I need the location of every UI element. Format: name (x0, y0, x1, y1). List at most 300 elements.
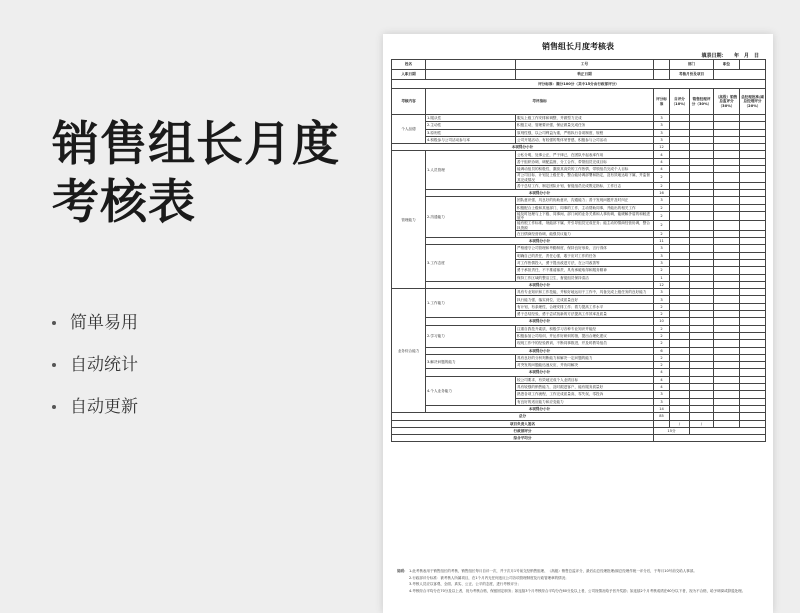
indicator-desc: 具有较强的销售能力，及时跟进客户，能有服务质量好 (516, 384, 654, 391)
indicator-score: 2 (654, 311, 670, 318)
score-input (690, 182, 714, 189)
indicator-desc: 团队意识强，具良好的协助意识，沟通能力；善于发现问题并及时纠正 (516, 197, 654, 204)
indicator-score: 2 (654, 173, 670, 182)
indicator-desc: 公私分明，处事公正，严于律己，在团队中起表率作用 (516, 151, 654, 158)
subtotal-score: 14 (654, 405, 670, 412)
subtotal-label: 本项得分小计 (426, 369, 654, 376)
score-input (670, 151, 690, 158)
score-input (690, 173, 714, 182)
score-input (670, 332, 690, 339)
score-standard: 评分标准：满分100分（其中15分由行政部评分） (392, 80, 766, 89)
table-row (392, 354, 766, 361)
score-input (714, 369, 740, 376)
score-input (690, 122, 714, 129)
subtotal-label: 本项得分小计 (392, 144, 654, 151)
subtotal-score: 6 (654, 347, 670, 354)
score-input (714, 362, 740, 369)
score-input (714, 340, 740, 347)
indicator-score: 3 (654, 136, 670, 143)
score-input (740, 238, 766, 245)
score-input (670, 398, 690, 405)
bullet-dot-icon (52, 363, 56, 367)
score-input (740, 296, 766, 303)
notes-label: 说明： (397, 569, 408, 573)
sign-slash: / (670, 420, 690, 427)
score-input (690, 332, 714, 339)
score-input (714, 296, 740, 303)
score-input (740, 354, 766, 361)
sign-cell (714, 420, 740, 427)
score-input (714, 245, 740, 252)
score-input (690, 204, 714, 211)
score-input (740, 289, 766, 296)
indicator-score: 2 (654, 211, 670, 220)
table-row (392, 70, 766, 80)
indicator-desc: 能有根工作标准，规能部下属，并引导组员完成任务；能主动的情商经营协调，整合执资源 (516, 221, 654, 230)
score-input (690, 166, 714, 173)
subtotal-score: 11 (654, 238, 670, 245)
feature-item: 简单易用 (52, 312, 138, 354)
indicator-score: 3 (654, 391, 670, 398)
score-input (670, 238, 690, 245)
score-input (714, 166, 740, 173)
indicator-score: 2 (654, 332, 670, 339)
table-row (392, 347, 766, 354)
indicator-desc: 具有良好的分析判断能力和解决一定问题的能力 (516, 354, 654, 361)
indicator-desc: 服从上级工作安排和调整，并做型力完成 (516, 115, 654, 122)
page-title: 销售组长月度考核表 (52, 117, 340, 230)
header-self: 自评分（10%） (670, 89, 690, 115)
indicator-score: 3 (654, 122, 670, 129)
header-manager: 销售经理评分（30%） (690, 89, 714, 115)
score-input (690, 318, 714, 325)
indicator-desc: 保持工作区域的整洁卫生，督促组员保持清洁 (516, 274, 654, 281)
subtotal-label: 本项得分小计 (426, 347, 654, 354)
score-input (690, 211, 714, 220)
score-input (740, 303, 766, 310)
note-item: 3.考核人员应以客观、全面、真实、公正、公平的态度，进行考核评分； (409, 582, 521, 587)
indicator-desc: 注重自我技升素质，积极学习各种专业知识并能经 (516, 325, 654, 332)
score-input (740, 274, 766, 281)
score-input (714, 115, 740, 122)
score-input (714, 182, 740, 189)
score-input (690, 340, 714, 347)
indicator-name: 2.沟通能力 (426, 197, 516, 238)
score-input (740, 384, 766, 391)
score-input (740, 398, 766, 405)
subtotal-score: 12 (654, 144, 670, 151)
score-input (740, 332, 766, 339)
indicator-score: 4 (654, 384, 670, 391)
score-input (714, 289, 740, 296)
score-input (670, 182, 690, 189)
table-row (392, 151, 766, 158)
score-input (714, 129, 740, 136)
score-input (670, 384, 690, 391)
score-input (740, 340, 766, 347)
note-item: 2.行政部评分标准：被考核人所属项目，在1个月内无任何违反公司各项管理制度及行政管理章的情况； (409, 575, 569, 580)
score-input (690, 354, 714, 361)
doc-title: 销售组长月度考核表 (542, 42, 614, 51)
score-input (740, 391, 766, 398)
score-input (714, 405, 740, 412)
score-input (690, 190, 714, 197)
score-input (670, 158, 690, 165)
score-input (714, 136, 740, 143)
notes (397, 569, 759, 595)
table-row (392, 80, 766, 89)
score-input (740, 166, 766, 173)
table-row (392, 318, 766, 325)
score-input (740, 318, 766, 325)
score-input (714, 303, 740, 310)
table-row (392, 289, 766, 296)
score-input (714, 274, 740, 281)
indicator-score: 2 (654, 340, 670, 347)
indicator-desc: 有良好的适应能力和应变能力 (516, 398, 654, 405)
indicator-name: 2.学习能力 (426, 325, 516, 347)
score-input (670, 362, 690, 369)
score-input (670, 230, 690, 237)
indicator-score: 4 (654, 166, 670, 173)
indicator-name: 1.服从性 (426, 115, 516, 122)
indicator-score: 2 (654, 267, 670, 274)
name-label: 姓名 (392, 60, 426, 70)
score-input (690, 221, 714, 230)
total-label: 总分 (392, 413, 654, 420)
score-input (740, 325, 766, 332)
indicator-score: 3 (654, 252, 670, 259)
feature-item: 自动统计 (52, 354, 138, 396)
score-input (714, 221, 740, 230)
subtotal-label: 本项得分小计 (426, 238, 654, 245)
score-input (690, 158, 714, 165)
indicator-desc: 积极参加公司培训，并运作好研训的指，提出合理化建议 (516, 332, 654, 339)
score-input (740, 197, 766, 204)
score-input (740, 376, 766, 383)
score-input (690, 238, 714, 245)
score-input (714, 398, 740, 405)
score-input (714, 384, 740, 391)
indicator-score: 2 (654, 182, 670, 189)
table-row (392, 122, 766, 129)
score-input (670, 204, 690, 211)
entry-date-label: 入职日期 (392, 70, 426, 80)
subtotal-label: 本项得分小计 (426, 318, 654, 325)
score-input (670, 325, 690, 332)
score-input (714, 311, 740, 318)
admin-label: 行政部评分 (392, 427, 654, 434)
score-input (740, 369, 766, 376)
score-input (714, 376, 740, 383)
score-input (690, 384, 714, 391)
indicator-desc: 具有专业知识和工作技能，并积好地运用于工作中，具备完成上级任务的良好能力 (516, 289, 654, 296)
table-row (392, 190, 766, 197)
subtotal-label: 本项得分小计 (426, 281, 654, 288)
subtotal-label: 本项得分小计 (426, 190, 654, 197)
score-input (740, 151, 766, 158)
indicator-score: 2 (654, 362, 670, 369)
indicator-desc: 勇于总结经验，勇于尝试找新的方法提高工作效率及质量 (516, 311, 654, 318)
score-input (740, 281, 766, 288)
score-input (670, 267, 690, 274)
indicator-score: 2 (654, 325, 670, 332)
indicator-desc: 对公司目标、计划及上级任务，整合能协调部署和指定，及有效地达给下属，并监督其完成情况 (516, 173, 654, 182)
table-row (392, 325, 766, 332)
score-input (714, 354, 740, 361)
indicator-name: 1.工作能力 (426, 289, 516, 318)
id-value (654, 60, 670, 70)
score-input (690, 325, 714, 332)
subtotal-score: 4 (654, 369, 670, 376)
score-input (740, 221, 766, 230)
score-input (670, 274, 690, 281)
score-input (714, 281, 740, 288)
indicator-score: 3 (654, 296, 670, 303)
indicator-name: 4.个人业务能力 (426, 376, 516, 405)
table-row (392, 420, 766, 427)
score-input (670, 173, 690, 182)
subtotal-score: 16 (654, 190, 670, 197)
indicator-score: 2 (654, 230, 670, 237)
indicator-desc: 勇于承担责任，不不推诿塞责，具有承破取得和服务精神 (516, 267, 654, 274)
score-input (740, 259, 766, 266)
score-input (670, 354, 690, 361)
indicator-desc: 有计划，有条理性，合理安排工作；着力提高工作水平 (516, 303, 654, 310)
indicator-desc: 能调动组员的积极性，激励其高效的工作热情，带领组员完成个人目标 (516, 166, 654, 173)
indicator-name: 2.主动性 (426, 122, 516, 129)
sign-cell (740, 420, 766, 427)
score-input (670, 252, 690, 259)
score-input (670, 289, 690, 296)
score-input (740, 230, 766, 237)
score-input (670, 369, 690, 376)
score-input (740, 252, 766, 259)
score-input (690, 303, 714, 310)
score-input (690, 267, 714, 274)
indicator-score: 4 (654, 151, 670, 158)
indicator-score: 3 (654, 197, 670, 204)
indicator-score: 4 (654, 376, 670, 383)
score-input (690, 252, 714, 259)
score-input (670, 136, 690, 143)
bullet-dot-icon (52, 405, 56, 409)
sign-slash: / (690, 420, 714, 427)
score-input (714, 238, 740, 245)
regular-date-value (654, 70, 670, 80)
indicator-score: 2 (654, 221, 670, 230)
score-input (714, 413, 740, 420)
score-input (740, 405, 766, 412)
indicator-desc: 在日情商经营协调，能强员议能力 (516, 230, 654, 237)
note-item: 1.此考核表用于销售组长的考核，销售组长每月自评一次，并于次月1号前交经销售组理、（高级）销售总监评分，最后由总经理批理/副总经理作统一评分后，于每月10号前交给人事部。 (409, 569, 697, 573)
table-row (392, 413, 766, 420)
bullet-dot-icon (52, 321, 56, 325)
score-input (670, 303, 690, 310)
score-input (670, 391, 690, 398)
table-row (392, 60, 766, 70)
feature-item: 自动更新 (52, 396, 138, 438)
score-input (714, 318, 740, 325)
id-label: 工号 (516, 60, 654, 70)
subtotal-label: 本项得分小计 (426, 405, 654, 412)
score-input (670, 413, 690, 420)
table-row (392, 129, 766, 136)
score-input (670, 318, 690, 325)
score-input (690, 391, 714, 398)
indicator-desc: 善于总结工作，制定团队计划，督促组员完成既定指标，工作日志 (516, 182, 654, 189)
table-row (392, 245, 766, 252)
table-row (392, 405, 766, 412)
table-row (392, 369, 766, 376)
subtotal-score: 10 (654, 318, 670, 325)
indicator-score: 3 (654, 289, 670, 296)
score-input (690, 405, 714, 412)
regular-date-label: 转正日期 (516, 70, 654, 80)
indicator-desc: 明确自己的责任，责任心强，敢于应对工作的任务 (516, 252, 654, 259)
name-value (426, 60, 516, 70)
score-input (690, 136, 714, 143)
indicator-score: 3 (654, 245, 670, 252)
score-input (670, 376, 690, 383)
score-input (690, 398, 714, 405)
score-input (670, 190, 690, 197)
indicator-score: 3 (654, 129, 670, 136)
document-preview (383, 34, 773, 613)
table-row (392, 281, 766, 288)
total-score: 85 (654, 413, 670, 420)
score-input (714, 332, 740, 339)
indicator-name: 3.工作态度 (426, 245, 516, 281)
dept-label: 部门 (670, 60, 714, 70)
score-input (690, 151, 714, 158)
score-input (670, 347, 690, 354)
score-input (714, 211, 740, 220)
score-input (740, 136, 766, 143)
score-input (690, 259, 714, 266)
subtotal-score: 12 (654, 281, 670, 288)
position-label: 职位 (714, 60, 740, 70)
score-input (714, 347, 740, 354)
score-input (670, 211, 690, 220)
score-input (740, 144, 766, 151)
indicator-score: 4 (654, 158, 670, 165)
indicator-desc: 善于组织协调，调配监督，分工合作，带领组员完成目标 (516, 158, 654, 165)
avg-value (654, 435, 766, 442)
score-input (670, 197, 690, 204)
score-input (690, 296, 714, 303)
month-project-label: 考核月份及项目 (670, 70, 714, 80)
header-gm: 总经理批准/副总经理评分（20%） (740, 89, 766, 115)
entry-date-value (426, 70, 516, 80)
indicator-desc: 对突发的问题能迅速反应，并协同解决 (516, 362, 654, 369)
indicator-score: 1 (654, 274, 670, 281)
indicator-score: 2 (654, 303, 670, 310)
admin-score: 15分 (654, 427, 690, 434)
table-row (392, 376, 766, 383)
score-input (690, 413, 714, 420)
score-input (690, 362, 714, 369)
score-input (740, 122, 766, 129)
indicator-desc: 严格遵守公司管理和考勤制度，保持良好形象，言行得体 (516, 245, 654, 252)
position-value (740, 60, 766, 70)
score-input (714, 190, 740, 197)
score-input (714, 252, 740, 259)
indicator-score: 3 (654, 115, 670, 122)
score-input (714, 173, 740, 182)
score-input (714, 230, 740, 237)
table-row (392, 136, 766, 143)
indicator-desc: 公司开展活动，有较强的集体荣誉感，积极参与公司活动 (516, 136, 654, 143)
indicator-desc: 现现工作中的经验教训，不断同事推进，并及时教导组员 (516, 340, 654, 347)
table-row (392, 144, 766, 151)
admin-blank (690, 427, 766, 434)
indicator-name: 3.解决问题的能力 (426, 354, 516, 369)
table-row (392, 89, 766, 115)
score-input (670, 311, 690, 318)
indicator-score: 3 (654, 398, 670, 405)
score-input (740, 173, 766, 182)
table-row (392, 115, 766, 122)
score-input (690, 311, 714, 318)
score-input (714, 158, 740, 165)
score-input (670, 405, 690, 412)
header-director: （高级）销售总监评分（30%） (714, 89, 740, 115)
score-input (740, 245, 766, 252)
score-input (714, 197, 740, 204)
indicator-desc: 较公司要求，有效地完成个人业绩目标 (516, 376, 654, 383)
score-input (714, 204, 740, 211)
table-row (392, 427, 766, 434)
indicator-desc: 执行能力强，落实到位，完成质量良好 (516, 296, 654, 303)
score-input (714, 391, 740, 398)
section-name: 个人品德 (392, 115, 426, 144)
score-input (740, 267, 766, 274)
score-input (690, 347, 714, 354)
score-input (740, 129, 766, 136)
score-input (670, 259, 690, 266)
feature-list (52, 312, 138, 438)
indicator-desc: 能及时处理与上下级、同事间，部门间的业务关系和人事协调，能缓解矛盾的和睦进展中 (516, 211, 654, 220)
score-input (740, 182, 766, 189)
score-input (670, 144, 690, 151)
score-input (740, 362, 766, 369)
score-input (670, 166, 690, 173)
header-indicator: 考评指标 (426, 89, 654, 115)
indicator-name: 1.人员管理 (426, 151, 516, 190)
note-item: 4.考核综合平均分在70分及以上者，视为考核合格，保留固定职务；如连续3个月考核综合平均分在60分及以上者，公司视情况给予晋升奖励；如连续2个月考核成绩在60分以下者，视为不合格，给予调岗或辞退处理。 (409, 588, 746, 593)
score-input (670, 296, 690, 303)
score-input (714, 151, 740, 158)
table-row (392, 197, 766, 204)
indicator-desc: 积极配合上级和其他部门，同事的工作，主动帮助同事，并能出的相关工作 (516, 204, 654, 211)
indicator-score: 3 (654, 259, 670, 266)
indicator-name: 4.积极参与公司活动参与率 (426, 136, 516, 143)
score-input (690, 376, 714, 383)
score-input (690, 230, 714, 237)
score-input (740, 311, 766, 318)
score-input (714, 144, 740, 151)
table-row (392, 435, 766, 442)
score-input (714, 267, 740, 274)
score-input (740, 190, 766, 197)
score-input (740, 115, 766, 122)
month-project-value (714, 70, 766, 80)
score-input (740, 413, 766, 420)
indicator-desc: 熟悉各项工作流程，工作完成质量高，零失误，零投诉 (516, 391, 654, 398)
indicator-desc: 积极主动，管理要识强，保证做量完成任务 (516, 122, 654, 129)
indicator-name: 3.原则性 (426, 129, 516, 136)
